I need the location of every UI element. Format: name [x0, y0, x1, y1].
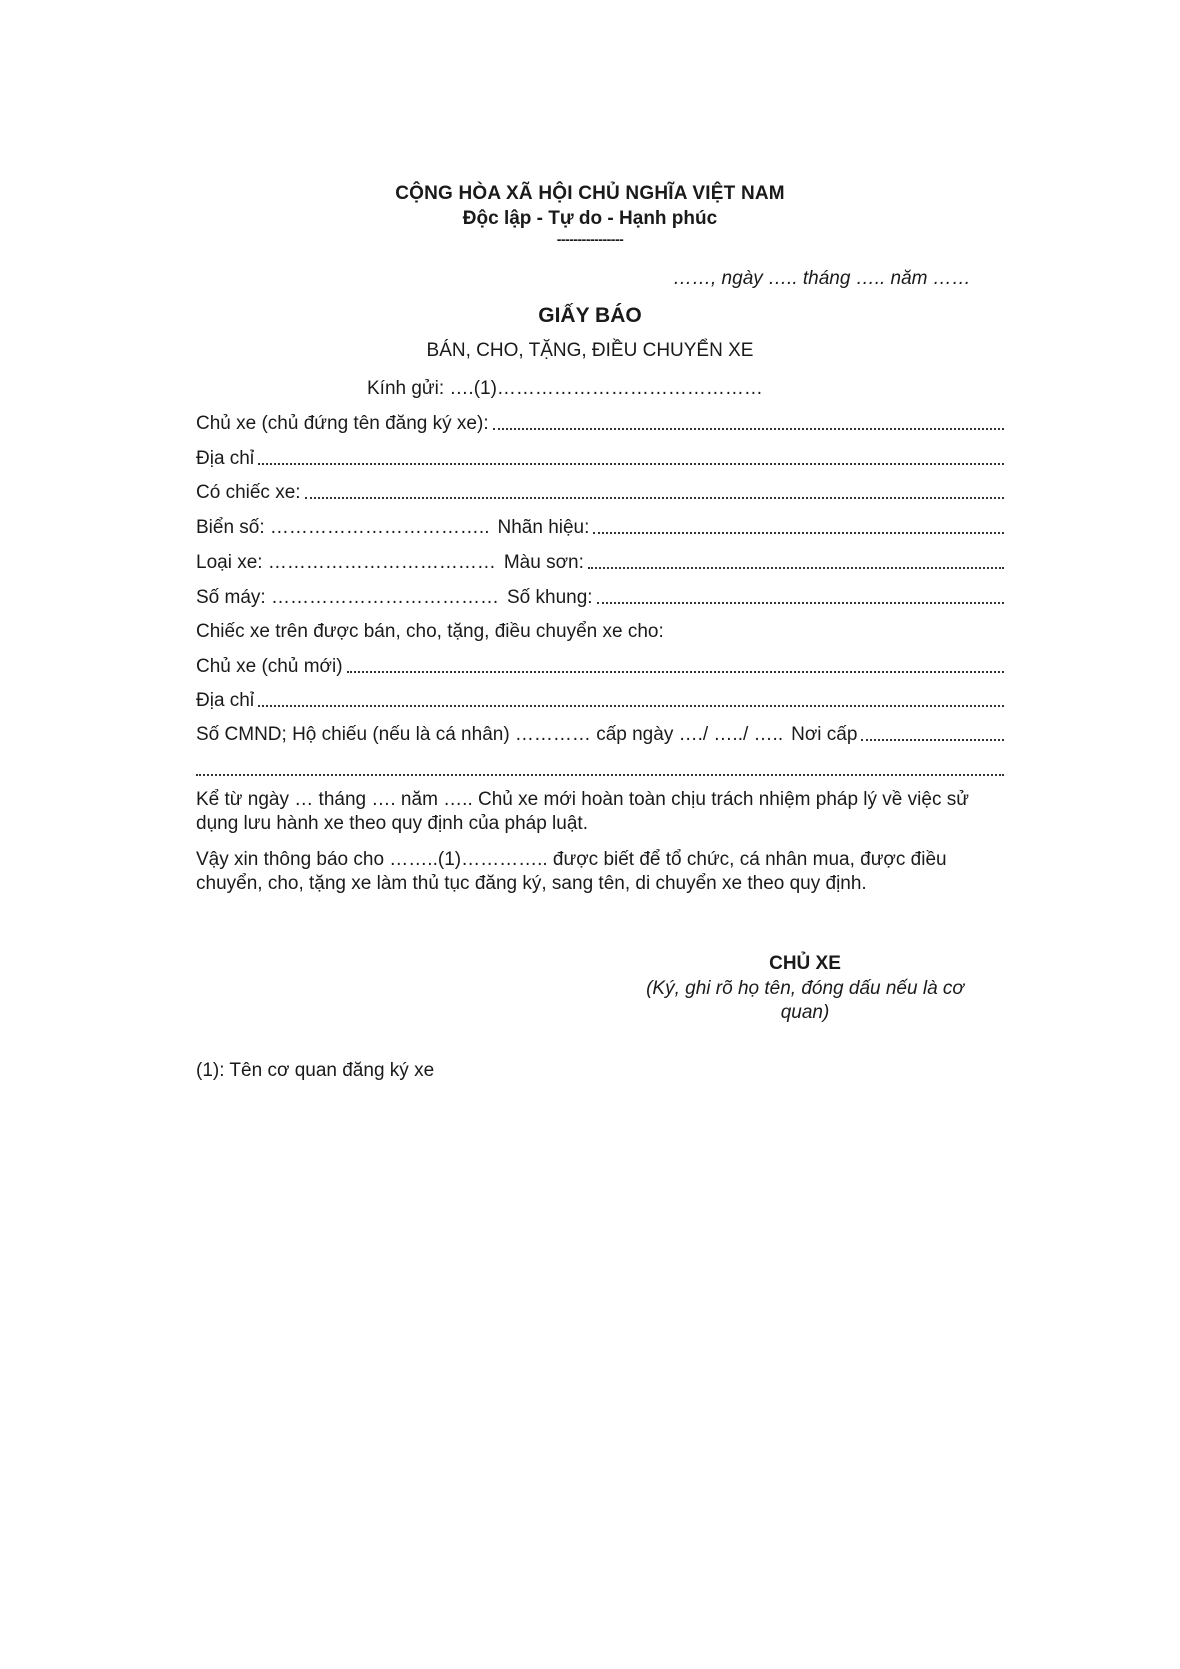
- field-color-blank: [588, 563, 1004, 569]
- field-plate-label: Biển số: ……………………………..: [196, 517, 490, 538]
- field-color-label: Màu sơn:: [503, 552, 584, 573]
- field-issue-place-label: Nơi cấp: [791, 724, 858, 745]
- field-owner-label: Chủ xe (chủ đứng tên đăng ký xe):: [196, 413, 489, 434]
- paragraph-responsibility: Kể từ ngày … tháng …. năm ….. Chủ xe mới hoàn toàn chịu trách nhiệm pháp lý về việc sử dụng lưu hành xe theo quy định của pháp luật.: [196, 789, 969, 834]
- transfer-statement-text: Chiếc xe trên được bán, cho, tặng, điều chuyển xe cho:: [196, 621, 664, 642]
- field-engine-label: Số máy: ………………………………: [196, 587, 499, 608]
- document-title: GIẤY BÁO: [538, 304, 642, 327]
- field-new-owner-label: Chủ xe (chủ mới): [196, 656, 343, 677]
- field-id: [196, 720, 1004, 746]
- field-address-label: Địa chỉ: [196, 448, 255, 469]
- field-new-owner-blank: [347, 667, 1004, 673]
- field-id-label: Số CMND; Hộ chiếu (nếu là cá nhân) ………… cấp ngày …./ …../ …..: [196, 724, 784, 745]
- field-frame-blank: [597, 598, 1004, 604]
- field-brand-blank: [593, 528, 1004, 534]
- national-title: CỘNG HÒA XÃ HỘI CHỦ NGHĨA VIỆT NAM: [395, 183, 785, 204]
- footnote: (1): Tên cơ quan đăng ký xe: [196, 1060, 435, 1081]
- header-rule: ----------------: [556, 231, 624, 247]
- document-subtitle: BÁN, CHO, TẶNG, ĐIỀU CHUYỂN XE: [426, 340, 754, 361]
- field-new-address-blank: [258, 701, 1004, 707]
- field-extra-blank: [196, 770, 1004, 776]
- paragraph-notice: Vậy xin thông báo cho ……..(1)………….. được biết để tổ chức, cá nhân mua, được điều chuyển, cho, tặng xe làm thủ tục đăng ký, sang tên, di chuyển xe theo quy định.: [196, 849, 947, 894]
- field-engine-frame: [196, 583, 1004, 609]
- field-type-color: [196, 548, 1004, 574]
- field-vehicle: [196, 478, 1004, 504]
- field-issue-place-blank: [861, 735, 1004, 741]
- transfer-statement: [196, 617, 1004, 643]
- national-motto: Độc lập - Tự do - Hạnh phúc: [462, 208, 718, 229]
- dateline: ……, ngày ….. tháng ….. năm ……: [673, 268, 971, 289]
- field-brand-label: Nhãn hiệu:: [497, 517, 590, 538]
- field-owner: [196, 409, 1004, 435]
- signature-note: (Ký, ghi rõ họ tên, đóng dấu nếu là cơ quan): [646, 978, 964, 1023]
- field-vehicle-label: Có chiếc xe:: [196, 482, 301, 503]
- field-new-owner: [196, 652, 1004, 678]
- field-frame-label: Số khung:: [506, 587, 593, 608]
- field-plate-brand: [196, 513, 1004, 539]
- field-vehicle-blank: [305, 493, 1004, 499]
- field-address: [196, 444, 1004, 470]
- signature-title: CHỦ XE: [769, 953, 841, 974]
- recipient-line: Kính gửi: ….(1)……………………………………: [367, 378, 763, 399]
- field-new-address: [196, 686, 1004, 712]
- field-type-label: Loại xe: ………………………………: [196, 552, 496, 573]
- field-owner-blank: [493, 424, 1004, 430]
- field-new-address-label: Địa chỉ: [196, 690, 255, 711]
- field-extra-line: [196, 755, 1004, 781]
- field-address-blank: [258, 459, 1004, 465]
